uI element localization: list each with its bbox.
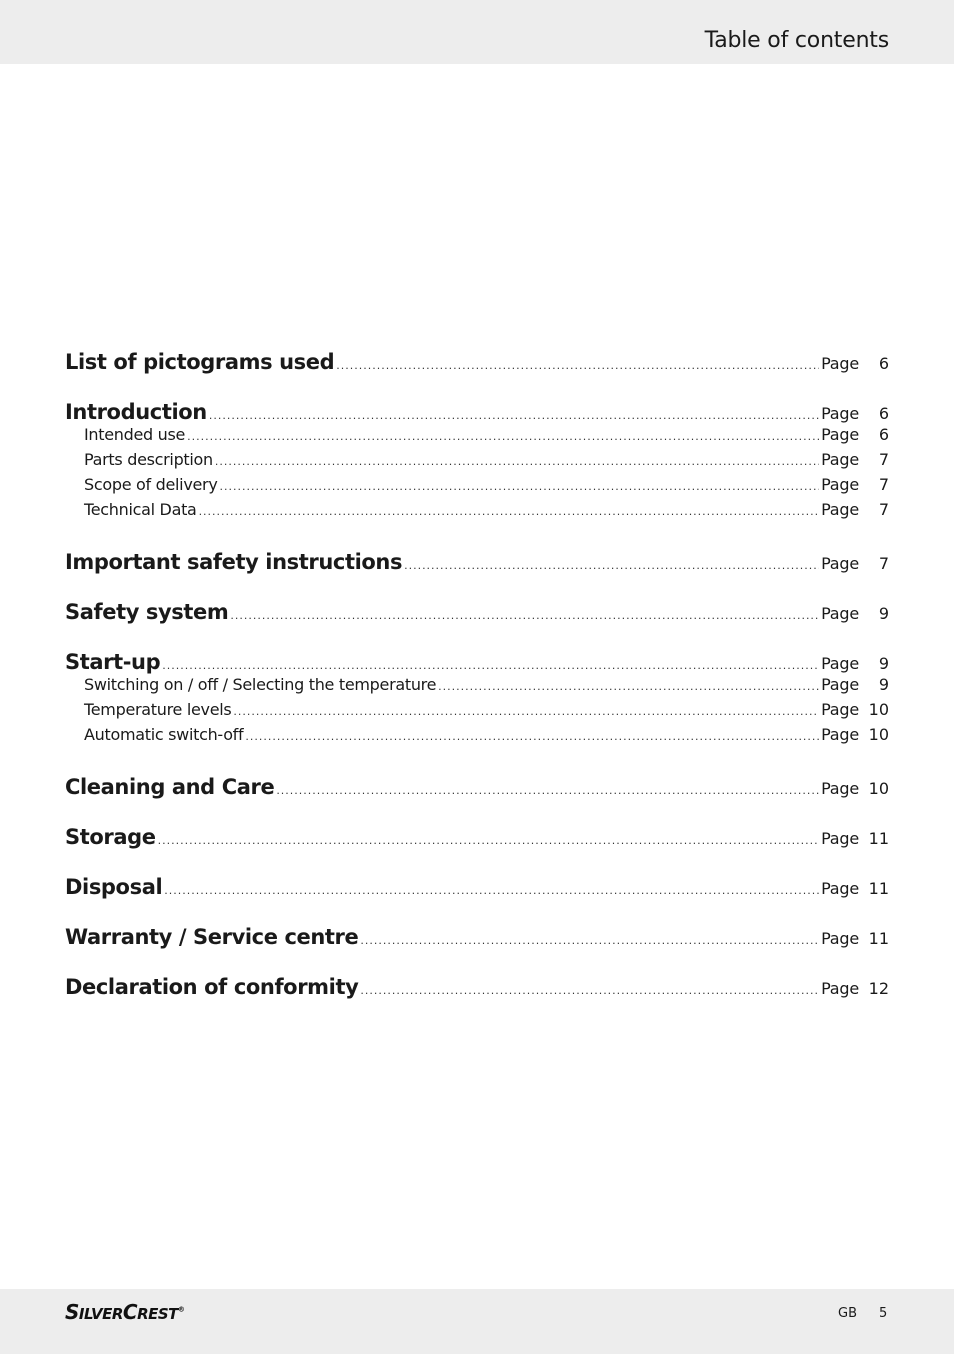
toc-page-label: Page: [821, 829, 859, 848]
toc-entry-important-safety[interactable]: [65, 550, 889, 575]
toc-entry-title: Cleaning and Care: [65, 775, 275, 799]
toc-page-number: 6: [878, 354, 889, 373]
toc-page-number: 11: [868, 929, 889, 948]
toc-page-number: 6: [878, 425, 889, 444]
toc-entry-storage[interactable]: [65, 825, 889, 850]
toc-entry-list-of-pictograms[interactable]: [65, 350, 889, 375]
toc-entry-title: Switching on / off / Selecting the temperature: [84, 675, 437, 694]
toc-entry-title: Scope of delivery: [84, 475, 218, 494]
toc-entry-title: Declaration of conformity: [65, 975, 359, 999]
toc-entry-title: Important safety instructions: [65, 550, 403, 574]
toc-entry-title: Warranty / Service centre: [65, 925, 359, 949]
toc-page-label: Page: [821, 675, 859, 694]
logo-letters: REST: [137, 1305, 178, 1323]
toc-entry-title: Introduction: [65, 400, 207, 424]
toc-subentry-automatic-switch-off[interactable]: [65, 725, 889, 750]
toc-page-label: Page: [821, 500, 859, 519]
toc-entry-disposal[interactable]: [65, 875, 889, 900]
toc-page-number: 9: [878, 654, 889, 673]
toc-page-label: Page: [821, 725, 859, 744]
toc-page-label: Page: [821, 929, 859, 948]
toc-leader-dots: [360, 984, 819, 997]
toc-leader-dots: [220, 480, 820, 493]
toc-entry-title: Automatic switch-off: [84, 725, 244, 744]
toc-leader-dots: [360, 934, 819, 947]
toc-entry-warranty[interactable]: [65, 925, 889, 950]
toc-page-label: Page: [821, 554, 859, 573]
toc-page-number: 9: [878, 604, 889, 623]
toc-entry-title: List of pictograms used: [65, 350, 335, 374]
toc-entry-title: Storage: [65, 825, 156, 849]
toc-subentry-temperature-levels[interactable]: [65, 700, 889, 725]
toc-leader-dots: [187, 430, 819, 443]
toc-entry-title: Temperature levels: [84, 700, 232, 719]
toc-page-number: 9: [878, 675, 889, 694]
toc-subentry-intended-use[interactable]: [65, 425, 889, 450]
toc-subentry-parts-description[interactable]: [65, 450, 889, 475]
page-title: Table of contents: [704, 28, 889, 53]
toc-page-number: 10: [868, 725, 889, 744]
toc-leader-dots: [209, 409, 819, 422]
toc-subentry-switching-on-off[interactable]: [65, 675, 889, 700]
toc-page-number: 7: [878, 500, 889, 519]
silvercrest-logo: [65, 1300, 184, 1324]
toc-page-label: Page: [821, 879, 859, 898]
logo-letter: C: [122, 1300, 138, 1324]
toc-entry-title: Disposal: [65, 875, 163, 899]
toc-page-number: 12: [868, 979, 889, 998]
toc-page-number: 11: [868, 879, 889, 898]
toc-entry-cleaning-and-care[interactable]: [65, 775, 889, 800]
toc-page-label: Page: [821, 450, 859, 469]
toc-leader-dots: [404, 559, 819, 572]
toc-entry-title: Intended use: [84, 425, 186, 444]
logo-letter: S: [65, 1300, 79, 1324]
toc-leader-dots: [199, 505, 820, 518]
toc-page-number: 10: [868, 779, 889, 798]
toc-entry-introduction[interactable]: [65, 400, 889, 425]
toc-entry-title: Start-up: [65, 650, 161, 674]
toc-page-number: 6: [878, 404, 889, 423]
toc-page-label: Page: [821, 654, 859, 673]
toc-page-number: 7: [878, 554, 889, 573]
toc-leader-dots: [336, 359, 819, 372]
toc-leader-dots: [245, 730, 819, 743]
toc-page-label: Page: [821, 404, 859, 423]
toc-page-number: 7: [878, 450, 889, 469]
toc-entry-safety-system[interactable]: [65, 600, 889, 625]
toc-page-label: Page: [821, 354, 859, 373]
toc-page-label: Page: [821, 425, 859, 444]
toc-page-label: Page: [821, 604, 859, 623]
logo-letters: ILVER: [78, 1305, 123, 1323]
toc-leader-dots: [215, 455, 819, 468]
table-of-contents: [65, 350, 889, 1000]
toc-entry-title: Technical Data: [84, 500, 197, 519]
registered-mark: ®: [177, 1305, 185, 1314]
toc-entry-declaration[interactable]: [65, 975, 889, 1000]
footer-language: GB: [838, 1306, 857, 1321]
toc-subentry-scope-of-delivery[interactable]: [65, 475, 889, 500]
toc-entry-title: Parts description: [84, 450, 213, 469]
toc-page-number: 11: [868, 829, 889, 848]
toc-leader-dots: [233, 705, 819, 718]
toc-leader-dots: [164, 884, 819, 897]
toc-page-label: Page: [821, 700, 859, 719]
toc-page-number: 7: [878, 475, 889, 494]
toc-leader-dots: [276, 784, 819, 797]
toc-entry-start-up[interactable]: [65, 650, 889, 675]
toc-page-number: 10: [868, 700, 889, 719]
toc-leader-dots: [230, 609, 819, 622]
toc-leader-dots: [438, 680, 819, 693]
toc-page-label: Page: [821, 979, 859, 998]
toc-page-label: Page: [821, 779, 859, 798]
toc-leader-dots: [162, 659, 819, 672]
toc-entry-title: Safety system: [65, 600, 229, 624]
toc-page-label: Page: [821, 475, 859, 494]
toc-subentry-technical-data[interactable]: [65, 500, 889, 525]
footer-page-number: 5: [879, 1306, 888, 1321]
toc-leader-dots: [158, 834, 819, 847]
